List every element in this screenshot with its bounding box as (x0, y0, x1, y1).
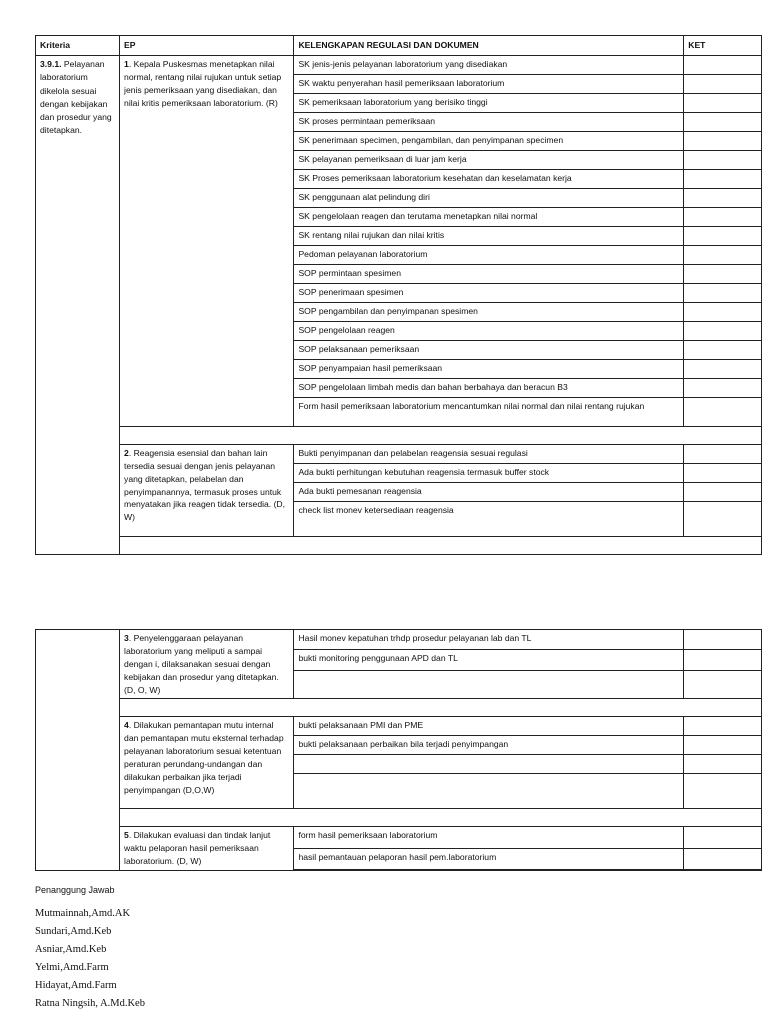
doc-cell: Pedoman pelayanan laboratorium (294, 245, 684, 264)
ket-cell (684, 848, 762, 869)
spacer-row (36, 426, 762, 444)
ket-cell (684, 169, 762, 188)
ket-cell (684, 397, 762, 426)
doc-cell: SK penggunaan alat pelindung diri (294, 188, 684, 207)
ket-cell (684, 207, 762, 226)
ket-cell (684, 670, 762, 699)
responsible-name: Sundari,Amd.Keb (35, 926, 112, 937)
ep3-cell (120, 630, 294, 699)
doc-cell: SOP permintaan spesimen (294, 264, 684, 283)
doc-cell: hasil pemantauan pelaporan hasil pem.laboratorium (294, 848, 684, 869)
doc-cell: SK pengelolaan reagen dan terutama menetapkan nilai normal (294, 207, 684, 226)
doc-cell: SK pelayanan pemeriksaan di luar jam kerja (294, 150, 684, 169)
doc-cell: bukti pelaksanaan perbaikan bila terjadi penyimpangan (294, 736, 684, 755)
criterion-text: Pelayanan laboratorium dikelola sesuai dengan kebijakan dan prosedur yang ditetapkan. (40, 58, 112, 136)
ket-cell (684, 501, 762, 536)
responsible-name: Yelmi,Amd.Farm (35, 962, 109, 973)
ep3-number: 3 (124, 633, 129, 643)
ket-cell (684, 55, 762, 74)
responsible-name: Hidayat,Amd.Farm (35, 980, 117, 991)
doc-cell (294, 869, 684, 870)
ket-cell (684, 226, 762, 245)
ket-cell (684, 378, 762, 397)
spacer-cell (120, 536, 762, 554)
signature-title: Penanggung Jawab (35, 885, 115, 895)
ep5-number: 5 (124, 830, 129, 841)
ep5-text: . Dilakukan evaluasi dan tindak lanjut waktu pelaporan hasil pemeriksaan laboratorium. (D, W) (124, 830, 271, 867)
regulation-table-top (35, 35, 762, 555)
ket-cell (684, 869, 762, 870)
ep5-cell (120, 827, 294, 871)
doc-cell: SK pemeriksaan laboratorium yang berisiko tinggi (294, 93, 684, 112)
doc-cell: SOP pengelolaan limbah medis dan bahan berbahaya dan beracun B3 (294, 378, 684, 397)
ep2-text: . Reagensia esensial dan bahan lain tersedia sesuai dengan jenis pelayanan yang ditetapkan, pelabelan dan penyimpanannya, termasuk proses untuk menyatakan jika reagen tidak tersedia. (D, W) (124, 447, 286, 523)
responsible-name: Asniar,Amd.Keb (35, 944, 107, 955)
spacer-cell (120, 426, 762, 444)
criterion-cell-continued (36, 630, 120, 871)
regulation-table-bottom (35, 629, 762, 871)
ep1-text: . Kepala Puskesmas menetapkan nilai normal, rentang nilai rujukan untuk setiap jenis pemeriksaan yang disediakan, dan nilai kritis pemeriksaan laboratorium. (R) (124, 58, 282, 108)
ket-cell (684, 774, 762, 809)
spacer-row (36, 699, 762, 717)
ket-cell (684, 74, 762, 93)
doc-cell (294, 755, 684, 774)
doc-cell: bukti monitoring penggunaan APD dan TL (294, 650, 684, 670)
ket-cell (684, 150, 762, 169)
ket-cell (684, 264, 762, 283)
ket-cell (684, 93, 762, 112)
ket-cell (684, 359, 762, 378)
table-row (36, 630, 762, 650)
ket-cell (684, 321, 762, 340)
ep4-number: 4 (124, 720, 129, 731)
doc-cell: SK Proses pemeriksaan laboratorium kesehatan dan keselamatan kerja (294, 169, 684, 188)
responsible-name: Mutmainnah,Amd.AK (35, 908, 131, 919)
responsible-names-list (35, 905, 335, 1013)
spacer-row (36, 536, 762, 554)
doc-cell: SK rentang nilai rujukan dan nilai kritis (294, 226, 684, 245)
doc-cell: SOP pelaksanaan pemeriksaan (294, 340, 684, 359)
spacer-row (36, 809, 762, 827)
doc-cell: Ada bukti pemesanan reagensia (294, 482, 684, 501)
doc-cell: SOP pengambilan dan penyimpanan spesimen (294, 302, 684, 321)
ket-cell (684, 188, 762, 207)
ket-cell (684, 755, 762, 774)
doc-cell: SK penerimaan specimen, pengambilan, dan penyimpanan specimen (294, 131, 684, 150)
doc-cell (294, 670, 684, 699)
responsible-name: Ratna Ningsih, A.Md.Keb (35, 998, 145, 1009)
doc-cell: SOP penyampaian hasil pemeriksaan (294, 359, 684, 378)
ket-cell (684, 283, 762, 302)
ket-cell (684, 482, 762, 501)
doc-cell: bukti pelaksanaan PMI dan PME (294, 717, 684, 736)
doc-cell: Bukti penyimpanan dan pelabelan reagensia sesuai regulasi (294, 444, 684, 463)
ep2-number: 2 (124, 447, 129, 458)
ket-cell (684, 630, 762, 650)
doc-cell: SK waktu penyerahan hasil pemeriksaan laboratorium (294, 74, 684, 93)
ket-cell (684, 463, 762, 482)
ep1-cell (120, 55, 294, 426)
criterion-cell (36, 55, 120, 554)
ket-cell (684, 340, 762, 359)
ep4-cell (120, 717, 294, 809)
table-row (36, 717, 762, 736)
ket-cell (684, 444, 762, 463)
doc-cell: SOP pengelolaan reagen (294, 321, 684, 340)
ket-cell (684, 112, 762, 131)
doc-cell: SK proses permintaan pemeriksaan (294, 112, 684, 131)
ep4-text: . Dilakukan pemantapan mutu internal dan pemantapan mutu eksternal terhadap pelayanan laboratorium sesuai ketentuan peraturan perundang-undangan dan dilakukan perbaikan jika terjadi penyimpangan (D,O,W) (124, 720, 284, 795)
doc-cell: SK jenis-jenis pelayanan laboratorium yang disediakan (294, 55, 684, 74)
doc-cell: form hasil pemeriksaan laboratorium (294, 827, 684, 848)
ket-cell (684, 736, 762, 755)
ket-cell (684, 717, 762, 736)
header-kriteria: Kriteria (36, 36, 120, 56)
doc-cell: Hasil monev kepatuhan trhdp prosedur pelayanan lab dan TL (294, 630, 684, 650)
table-row (36, 444, 762, 463)
doc-cell: SOP penerimaan spesimen (294, 283, 684, 302)
header-kelengkapan: KELENGKAPAN REGULASI DAN DOKUMEN (294, 36, 684, 56)
ep2-cell (120, 444, 294, 536)
spacer-cell (120, 809, 762, 827)
ket-cell (684, 650, 762, 670)
doc-cell: Ada bukti perhitungan kebutuhan reagensia termasuk buffer stock (294, 463, 684, 482)
ep3-text: . Penyelenggaraan pelayanan laboratorium yang meliputi a sampai dengan i, dilaksanakan sesuai dengan kebijakan dan prosedur yang ditetapkan. (D, O, W) (124, 633, 279, 695)
doc-cell (294, 774, 684, 809)
spacer-cell (120, 699, 762, 717)
signature-block (35, 885, 335, 1013)
ket-cell (684, 245, 762, 264)
ep1-number: 1 (124, 58, 129, 69)
doc-cell: Form hasil pemeriksaan laboratorium mencantumkan nilai normal dan nilai rentang rujukan (294, 397, 684, 426)
header-ep: EP (120, 36, 294, 56)
ket-cell (684, 302, 762, 321)
table-header-row (36, 36, 762, 56)
ket-cell (684, 827, 762, 848)
doc-cell: check list monev ketersediaan reagensia (294, 501, 684, 536)
criterion-number: 3.9.1. (40, 58, 62, 69)
ket-cell (684, 131, 762, 150)
table-row (36, 827, 762, 848)
table-row (36, 55, 762, 74)
header-ket: KET (684, 36, 762, 56)
